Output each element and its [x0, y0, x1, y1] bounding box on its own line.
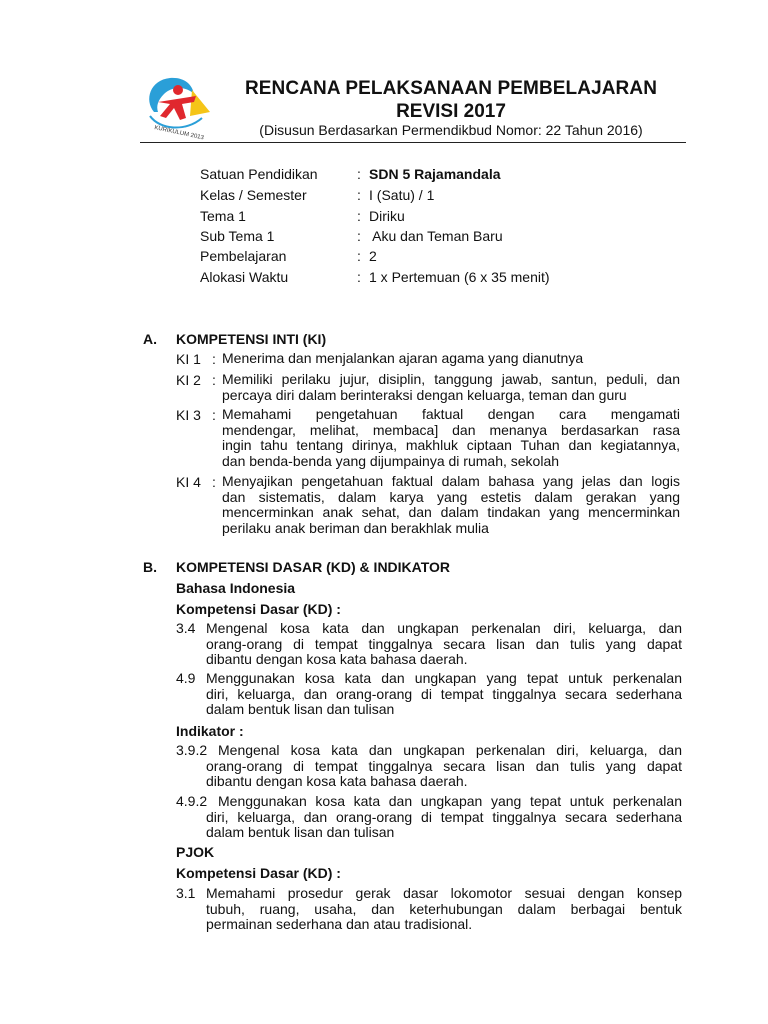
text-line: orang-orang di tempat tinggalnya secara lisan dan tulis yang dapat: [206, 757, 682, 774]
indicator-number: 3.9.2: [176, 742, 208, 758]
text-line: dibantu dengan kosa kata bahasa daerah.: [206, 773, 468, 789]
identity-label: Sub Tema 1: [200, 228, 275, 244]
text-line: dalam bentuk lisan dan tulisan: [206, 824, 395, 840]
kurikulum-logo: [140, 72, 216, 140]
text-line: dan benda-benda yang dijumpainya di rumah, sekolah: [222, 452, 560, 469]
text-line: mendengar, melihat, membaca] dan menanya berdasarkan rasa: [222, 421, 680, 438]
identity-colon: :: [357, 228, 361, 244]
ki-text: [222, 474, 680, 536]
ki-colon: :: [212, 351, 216, 367]
text-line: percaya diri dalam berinteraksi dengan keluarga, teman dan guru: [222, 386, 627, 403]
kd-text: [206, 621, 682, 637]
text-line: Menyajikan pengetahuan faktual dalam bahasa yang jelas dan logis: [222, 473, 680, 489]
text-line: Memahami pengetahuan faktual dengan cara mengamati: [222, 406, 680, 422]
text-line: dalam bentuk lisan dan tulisan: [206, 701, 395, 717]
identity-value: 2: [369, 248, 377, 264]
text-line: diri, keluarga, dan orang-orang di tempat tinggalnya secara sederhana: [206, 685, 682, 702]
kd-text: [206, 671, 682, 718]
kd-number: 3.4: [176, 620, 196, 636]
ki-colon: :: [212, 407, 216, 423]
text-line: Mengenal kosa kata dan ungkapan perkenalan diri, keluarga, dan: [206, 620, 682, 636]
subject-heading: PJOK: [176, 844, 215, 860]
kd-heading: Kompetensi Dasar (KD) :: [176, 865, 341, 881]
kd-number: 3.1: [176, 885, 196, 901]
ki-text: [222, 407, 680, 469]
identity-colon: :: [357, 269, 361, 285]
text-line: diri, keluarga, dan orang-orang di tempat tinggalnya secara sederhana: [206, 808, 682, 825]
text-line: ingin tahu tentang dirinya, makhluk ciptaan Tuhan dan kegiatannya,: [222, 437, 680, 453]
indicator-text: [218, 743, 682, 759]
indicator-number: 4.9.2: [176, 793, 208, 809]
section-title: KOMPETENSI INTI (KI): [176, 331, 327, 347]
document-subtitle: (Disusun Berdasarkan Permendikbud Nomor: 22 Tahun 2016): [259, 122, 643, 138]
ki-label: KI 1: [176, 351, 201, 367]
text-line: perilaku anak beriman dan berakhlak mulia: [222, 519, 489, 536]
text-line: orang-orang di tempat tinggalnya secara lisan dan tulis yang dapat: [206, 635, 682, 652]
section-letter: B.: [143, 559, 157, 575]
ki-label: KI 3: [176, 407, 201, 423]
text-line: Memiliki perilaku jujur, disiplin, tanggung jawab, santun, peduli, dan: [222, 371, 680, 387]
text-line: Menggunakan kosa kata dan ungkapan yang tepat untuk perkenalan: [206, 670, 682, 686]
text-line: mencerminkan anak sehat, dan dalam tindakan yang mencerminkan: [222, 504, 680, 520]
indikator-heading: Indikator :: [176, 723, 244, 739]
identity-value: I (Satu) / 1: [369, 187, 435, 203]
identity-value: Diriku: [369, 208, 405, 224]
identity-colon: :: [357, 166, 361, 182]
text-line: Menerima dan menjalankan ajaran agama yang dianutnya: [222, 350, 584, 366]
kd-text-cont: [206, 902, 682, 933]
identity-colon: :: [357, 248, 361, 264]
text-line: dibantu dengan kosa kata bahasa daerah.: [206, 651, 468, 667]
ki-text: [222, 372, 680, 403]
ki-label: KI 4: [176, 474, 201, 490]
section-title: KOMPETENSI DASAR (KD) & INDIKATOR: [176, 559, 451, 575]
section-letter: A.: [143, 331, 157, 347]
identity-value: SDN 5 Rajamandala: [369, 166, 501, 182]
text-line: tubuh, ruang, usaha, dan keterhubungan dalam berbagai bentuk: [206, 900, 682, 917]
identity-label: Alokasi Waktu: [200, 269, 289, 285]
header-divider: [140, 142, 686, 143]
indicator-text: [218, 794, 682, 810]
indicator-text-cont: [206, 759, 682, 790]
text-line: Memahami prosedur gerak dasar lokomotor sesuai dengan konsep: [206, 885, 682, 901]
identity-value: Aku dan Teman Baru: [369, 228, 503, 244]
ki-label: KI 2: [176, 372, 201, 388]
subject-heading: Bahasa Indonesia: [176, 580, 296, 596]
identity-label: Tema 1: [200, 208, 246, 224]
text-line: dan sistematis, dalam karya yang estetis dalam gerakan yang: [222, 488, 680, 505]
kd-heading: Kompetensi Dasar (KD) :: [176, 601, 341, 617]
kd-number: 4.9: [176, 670, 196, 686]
document-title-line2: REVISI 2017: [396, 101, 506, 122]
document-title-line1: RENCANA PELAKSANAAN PEMBELAJARAN: [244, 78, 658, 99]
text-line: Menggunakan kosa kata dan ungkapan yang tepat untuk perkenalan: [218, 793, 682, 809]
ki-text: [222, 351, 680, 367]
identity-label: Kelas / Semester: [200, 187, 307, 203]
logo-text: KURIKULUM 2013: [153, 125, 205, 140]
identity-colon: :: [357, 208, 361, 224]
indicator-text-cont: [206, 810, 682, 841]
ki-colon: :: [212, 372, 216, 388]
kd-text-cont: [206, 637, 682, 668]
ki-colon: :: [212, 474, 216, 490]
identity-colon: :: [357, 187, 361, 203]
identity-label: Satuan Pendidikan: [200, 166, 318, 182]
kd-text: [206, 886, 682, 902]
identity-value: 1 x Pertemuan (6 x 35 menit): [369, 269, 550, 285]
text-line: Mengenal kosa kata dan ungkapan perkenalan diri, keluarga, dan: [218, 742, 682, 758]
identity-label: Pembelajaran: [200, 248, 287, 264]
text-line: permainan sederhana dan atau tradisional.: [206, 916, 473, 932]
